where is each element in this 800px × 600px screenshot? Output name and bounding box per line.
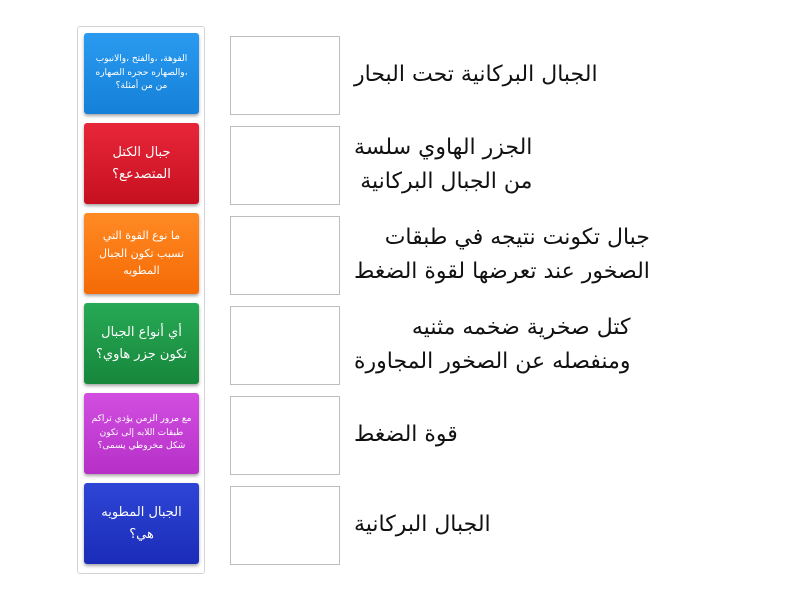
draggable-card-lava-cone[interactable] [84,393,199,474]
draggable-card-force-type[interactable] [84,213,199,294]
draggable-card-volcano-parts[interactable] [84,33,199,114]
answer-text: الجبال البركانية [354,511,491,537]
answer-row [230,35,598,115]
answer-text: جبال تكونت نتيجه في طبقات الصخور عند تعرضها لقوة الضغط [354,224,650,284]
card-text: الجبال المطويه هي؟ [101,505,182,542]
answer-row [230,305,630,385]
card-text: الفوهة، ،والفتح ،والانبوب ،والصهاره حجره الصهاره من من أمثلة؟ [95,53,188,92]
answer-row [230,125,532,205]
card-text: ما نوع القوة التي تسبب تكون الجبال المطويه [98,229,185,278]
drop-target[interactable] [230,216,340,295]
answer-row [230,215,650,295]
card-tray [77,26,205,574]
drop-target[interactable] [230,486,340,565]
answer-text: الجزر الهاوي سلسة من الجبال البركانية [354,134,533,194]
card-text: مع مرور الزمن يؤدي تراكم طبقات اللابه إلى تكون شكل مخروطي يسمى؟ [91,413,192,452]
drop-target[interactable] [230,306,340,385]
answer-text: قوة الضغط [354,421,458,447]
answer-row [230,395,458,475]
answer-text: الجبال البركانية تحت البحار [354,61,598,87]
drop-target[interactable] [230,126,340,205]
draggable-card-hawaii-islands[interactable] [84,303,199,384]
answer-row [230,485,491,565]
card-text: أي أنواع الجبال تكون جزر هاوي؟ [96,325,187,362]
drop-target[interactable] [230,396,340,475]
draggable-card-fault-block[interactable] [84,123,199,204]
drop-target[interactable] [230,36,340,115]
answer-text: كتل صخرية ضخمه مثنيه ومنفصله عن الصخور المجاورة [354,314,631,374]
card-text: جبال الكتل المتصدعع؟ [112,145,171,182]
draggable-card-folded-mountains[interactable] [84,483,199,564]
